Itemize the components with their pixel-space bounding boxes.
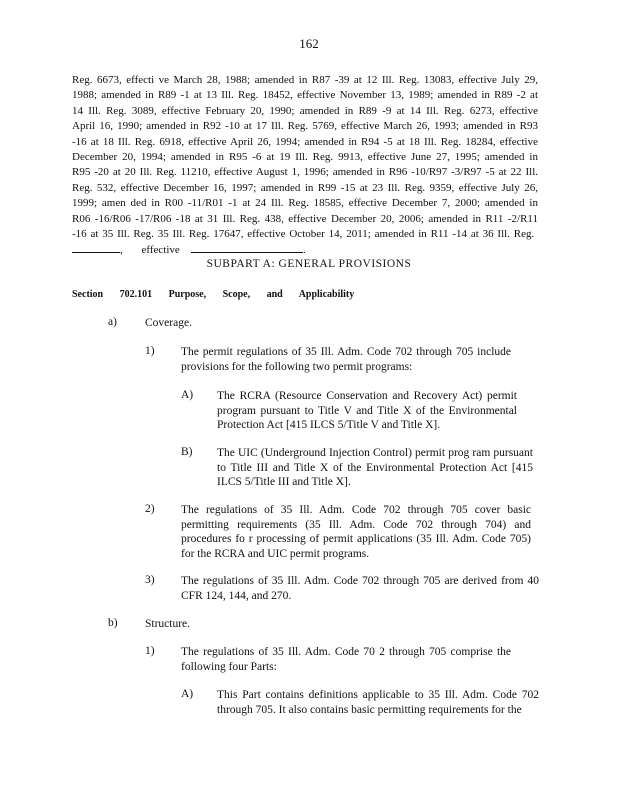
item-text: The regulations of 35 Ill. Adm. Code 702 through 705 are derived from 40 CFR 124, 144, and 270.	[181, 575, 539, 602]
item-text: The permit regulations of 35 Ill. Adm. Code 702 through 705 include provisions for the following two permit programs:	[181, 346, 511, 373]
section-label: Section	[72, 289, 104, 300]
effective-word: effective	[141, 244, 180, 257]
item-label: 2)	[145, 503, 155, 515]
section-title-word: Applicability	[298, 289, 355, 300]
item-label: 1)	[145, 645, 155, 657]
item-text: The regulations of 35 Ill. Adm. Code 702 through 705 cover basic permitting requirements (35 Ill. Adm. Code 702 through 704) and procedures fo r processing of permit applications (35 Ill. Adm. Code 705) for the RCRA and UIC permit programs.	[181, 504, 531, 560]
item-text: Coverage.	[145, 317, 192, 329]
blank-line-volume	[72, 242, 120, 253]
history-text: Reg. 6673, effecti ve March 28, 1988; amended in R87 -39 at 12 Ill. Reg. 13083, effective July 29, 1988; amended in R89 -1 at 13 Ill. Reg. 18452, effective November 13, 1989; amended in R89 -2 at 14 Ill. Reg. 3089, effective February 20, 1990; amended in R89 -9 at 14 Ill. Reg. 6273, effective April 16, 1990; amended in R92 -10 at 17 Ill. Reg. 5769, effective March 26, 1993; amended in R93 -16 at 18 Ill. Reg. 6918, effective April 26, 1994; amended in R94 -5 at 18 Ill. Reg. 18284, effective December 20, 1994; amended in R95 -6 at 19 Ill. Reg. 9913, effective June 27, 1995; amended in R95 -20 at 20 Ill. Reg. 11210, effective August 1, 1996; amended in R96 -10/R97 -3/R97 -5 at 22 Ill. Reg. 532, effective December 16, 1997; amended in R99 -15 at 23 Ill. Reg. 9359, effective July 26, 1999; amen ded in R00 -11/R01 -1 at 24 Ill. Reg. 18585, effective December 7, 2000; amended in R06 -16/R06 -17/R06 -18 at 31 Ill. Reg. 438, effective December 20, 2006; amended in R11 -2/R11 -16 at 35 Ill. Reg. 35 Ill. Reg. 17647, effective October 14, 2011; amended in R11 -14 at 36 Ill. Reg.	[72, 74, 538, 241]
item-label: 1)	[145, 345, 155, 357]
item-text: The regulations of 35 Ill. Adm. Code 70 2 through 705 comprise the following four Parts:	[181, 646, 511, 673]
item-label: 3)	[145, 574, 155, 586]
section-title-word: Scope,	[222, 289, 251, 300]
blank-line-date	[191, 242, 303, 253]
section-title-word: Purpose,	[168, 289, 207, 300]
history-end-punct: .	[303, 244, 306, 257]
item-text: This Part contains definitions applicable to 35 Ill. Adm. Code 702 through 705. It also contains basic permitting requirements for the	[217, 689, 539, 716]
item-label: b)	[108, 617, 118, 629]
item-label: a)	[108, 316, 117, 328]
item-text: Structure.	[145, 618, 191, 630]
section-heading	[72, 289, 368, 300]
item-text: The RCRA (Resource Conservation and Recovery Act) permit program pursuant to Title V and Title X of the Environmental Protection Act [415 ILCS 5/Title V and Title X].	[217, 390, 517, 431]
page-number: 162	[299, 36, 319, 51]
item-text: The UIC (Underground Injection Control) permit prog ram pursuant to Title III and Title X of the Environmental Protection Act [415 ILCS 5/Title III and Title X].	[217, 447, 533, 488]
item-label: A)	[181, 688, 194, 700]
section-number: 702.101	[119, 289, 153, 300]
item-label: A)	[181, 389, 194, 401]
source-history-note: Reg. 6673, effecti ve March 28, 1988; amended in R87 -39 at 12 Ill. Reg. 13083, effective July 29, 1988; amended in R89 -1 at 13 Ill. Reg. 18452, effective November 13, 1989; amended in R89 -2 at 14 Ill. Reg. 3089, effective February 20, 1990; amended in R89 -9 at 14 Ill. Reg. 6273, effective April 16, 1990; amended in R92 -10 at 17 Ill. Reg. 5769, effective March 26, 1993; amended in R93 -16 at 18 Ill. Reg. 6918, effective April 26, 1994; amended in R94 -5 at 18 Ill. Reg. 18284, effective December 20, 1994; amended in R95 -6 at 19 Ill. Reg. 9913, effective June 27, 1995; amended in R95 -20 at 20 Ill. Reg. 11210, effective August 1, 1996; amended in R96 -10/R97 -3/R97 -5 at 22 Ill. Reg. 532, effective December 16, 1997; amended in R99 -15 at 23 Ill. Reg. 9359, effective July 26, 1999; amen ded in R00 -11/R01 -1 at 24 Ill. Reg. 18585, effective December 7, 2000; amended in R06 -16/R06 -17/R06 -18 at 31 Ill. Reg. 438, effective December 20, 2006; amended in R11 -2/R11 -16 at 35 Ill. Reg. 35 Ill. Reg. 17647, effective October 14, 2011; amended in R11 -14 at 36 Ill. Reg. , effective .	[72, 74, 538, 257]
section-title-word: and	[266, 289, 283, 300]
subpart-heading: SUBPART A: GENERAL PROVISIONS	[206, 258, 412, 270]
item-label: B)	[181, 446, 193, 458]
